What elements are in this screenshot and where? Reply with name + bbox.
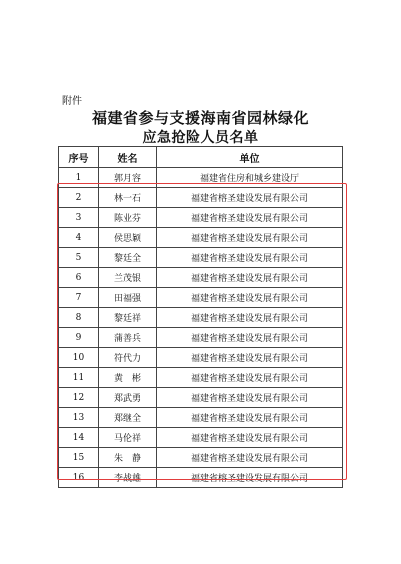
cell-index: 12 [59,388,99,408]
header-name: 姓名 [99,147,157,168]
cell-name: 黎廷祥 [99,308,157,328]
header-index: 序号 [59,147,99,168]
cell-unit: 福建省榕圣建设发展有限公司 [157,288,343,308]
cell-index: 1 [59,168,99,188]
cell-index: 7 [59,288,99,308]
personnel-table [58,146,343,488]
cell-name: 郑继全 [99,408,157,428]
table-row [59,208,343,228]
table-body [59,168,343,488]
table-row [59,288,343,308]
cell-unit: 福建省榕圣建设发展有限公司 [157,468,343,488]
cell-index: 15 [59,448,99,468]
table-row [59,248,343,268]
cell-name: 兰茂银 [99,268,157,288]
cell-index: 14 [59,428,99,448]
cell-name: 符代力 [99,348,157,368]
cell-unit: 福建省榕圣建设发展有限公司 [157,448,343,468]
cell-unit: 福建省榕圣建设发展有限公司 [157,348,343,368]
table-row [59,368,343,388]
document-title-line1: 福建省参与支援海南省园林绿化 [91,109,309,127]
cell-unit: 福建省住房和城乡建设厅 [157,168,343,188]
table-row [59,268,343,288]
cell-name: 陈业芬 [99,208,157,228]
table-row [59,428,343,448]
attachment-label: 附件 [62,96,82,107]
cell-unit: 福建省榕圣建设发展有限公司 [157,328,343,348]
cell-name: 郑武勇 [99,388,157,408]
cell-index: 5 [59,248,99,268]
cell-name: 朱 静 [99,448,157,468]
table-row [59,348,343,368]
table-header-row [59,147,343,168]
cell-unit: 福建省榕圣建设发展有限公司 [157,368,343,388]
cell-name: 黄 彬 [99,368,157,388]
cell-index: 6 [59,268,99,288]
cell-name: 侯思颖 [99,228,157,248]
cell-name: 林一石 [99,188,157,208]
cell-index: 2 [59,188,99,208]
header-unit: 单位 [157,147,343,168]
cell-unit: 福建省榕圣建设发展有限公司 [157,248,343,268]
cell-index: 13 [59,408,99,428]
cell-name: 田福强 [99,288,157,308]
cell-name: 李战雄 [99,468,157,488]
table-row [59,188,343,208]
cell-name: 马伦祥 [99,428,157,448]
table-row [59,308,343,328]
table-row [59,168,343,188]
document-title-line2: 应急抢险人员名单 [142,130,259,146]
cell-index: 3 [59,208,99,228]
cell-index: 4 [59,228,99,248]
table-row [59,228,343,248]
cell-unit: 福建省榕圣建设发展有限公司 [157,388,343,408]
cell-unit: 福建省榕圣建设发展有限公司 [157,408,343,428]
cell-name: 蒲善兵 [99,328,157,348]
cell-unit: 福建省榕圣建设发展有限公司 [157,228,343,248]
table-row [59,328,343,348]
cell-index: 11 [59,368,99,388]
cell-index: 9 [59,328,99,348]
cell-index: 10 [59,348,99,368]
cell-unit: 福建省榕圣建设发展有限公司 [157,308,343,328]
table-row [59,468,343,488]
cell-index: 8 [59,308,99,328]
table-row [59,408,343,428]
table-row [59,388,343,408]
cell-unit: 福建省榕圣建设发展有限公司 [157,268,343,288]
table-row [59,448,343,468]
cell-unit: 福建省榕圣建设发展有限公司 [157,208,343,228]
cell-index: 16 [59,468,99,488]
cell-name: 郭月容 [99,168,157,188]
cell-unit: 福建省榕圣建设发展有限公司 [157,428,343,448]
cell-name: 黎廷全 [99,248,157,268]
cell-unit: 福建省榕圣建设发展有限公司 [157,188,343,208]
